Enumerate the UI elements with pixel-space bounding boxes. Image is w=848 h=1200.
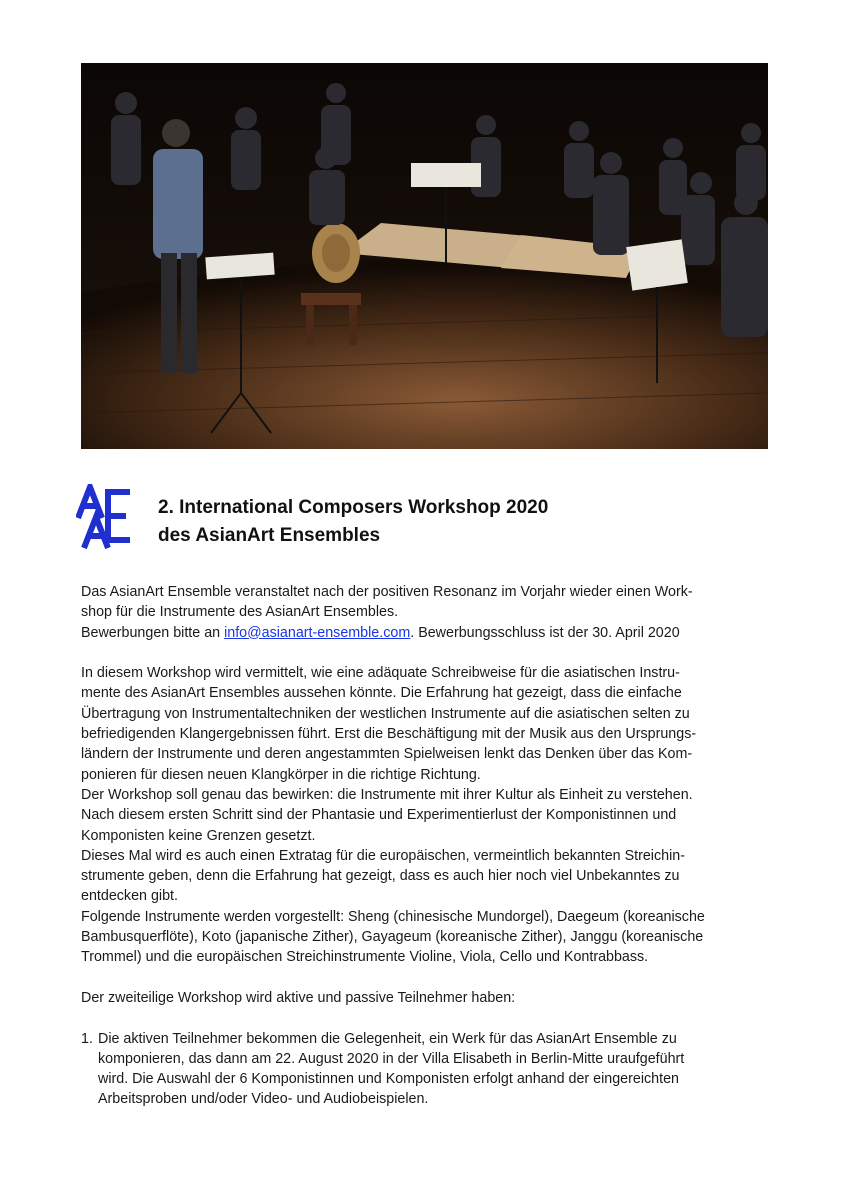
paragraph-line: Der Workshop soll genau das bewirken: die Instrumente mit ihrer Kultur als Einheit zu verstehen.	[81, 786, 693, 803]
paragraph-line: Nach diesem ersten Schritt sind der Phantasie und Experimentierlust der Komponistinnen und	[81, 807, 677, 824]
ensemble-photo-illustration	[81, 63, 768, 449]
application-line	[81, 623, 767, 643]
paragraph-line: In diesem Workshop wird vermittelt, wie eine adäquate Schreibweise für die asiatischen Instru-	[81, 665, 680, 682]
paragraph-line: Komponisten keine Grenzen gesetzt.	[81, 827, 316, 844]
title-line-2: des AsianArt Ensembles	[158, 525, 381, 546]
list-item-line: Arbeitsproben und/oder Video- und Audiobeispielen.	[98, 1091, 429, 1108]
asianart-ensemble-logo-icon	[76, 484, 136, 550]
paragraph-line: strumente geben, denn die Erfahrung hat gezeigt, dass es auch hier noch viel Unbekanntes zu	[81, 868, 680, 885]
list-item-line: komponieren, das dann am 22. August 2020 in der Villa Elisabeth in Berlin-Mitte uraufgeführt	[98, 1050, 685, 1067]
ensemble-photo	[81, 63, 768, 449]
participants-intro: Der zweiteilige Workshop wird aktive und passive Teilnehmer haben:	[81, 989, 516, 1006]
title-line-1: 2. International Composers Workshop 2020	[158, 497, 549, 518]
body-text	[81, 582, 767, 1110]
apply-deadline: . Bewerbungsschluss ist der 30. April 2020	[410, 624, 680, 641]
list-number: 1.	[81, 1030, 93, 1047]
paragraph-line: Bambusquerflöte), Koto (japanische Zither), Gayageum (koreanische Zither), Janggu (koreanische	[81, 929, 704, 946]
list-item	[81, 1029, 767, 1110]
paragraph-line: mente des AsianArt Ensembles aussehen könnte. Die Erfahrung hat gezeigt, dass die einfache	[81, 685, 682, 702]
paragraph-line: Trommel) und die europäischen Streichinstrumente Violine, Viola, Cello und Kontrabbass.	[81, 949, 649, 966]
paragraph-line: Dieses Mal wird es auch einen Extratag für die europäischen, vermeintlich bekannten Streichin-	[81, 847, 685, 864]
apply-prefix: Bewerbungen bitte an	[81, 624, 225, 641]
list-item-line: wird. Die Auswahl der 6 Komponistinnen und Komponisten erfolgt anhand der eingereichten	[98, 1071, 679, 1088]
paragraph-line: befriedigenden Klangergebnissen führt. Erst die Beschäftigung mit der Musik aus den Ursprungs-	[81, 726, 697, 743]
paragraph-line: Übertragung von Instrumentaltechniken der westlichen Instrumente auf die asiatischen selten zu	[81, 705, 690, 722]
list-item-line: Die aktiven Teilnehmer bekommen die Gelegenheit, ein Werk für das AsianArt Ensemble zu	[98, 1030, 677, 1047]
paragraph-line: Folgende Instrumente werden vorgestellt: Sheng (chinesische Mundorgel), Daegeum (koreanische	[81, 908, 705, 925]
intro-line: shop für die Instrumente des AsianArt Ensembles.	[81, 604, 399, 621]
email-link[interactable]: info@asianart-ensemble.com	[224, 624, 411, 641]
intro-line: Das AsianArt Ensemble veranstaltet nach der positiven Resonanz im Vorjahr wieder einen Work-	[81, 584, 693, 600]
paragraph-line: ponieren für diesen neuen Klangkörper in die richtige Richtung.	[81, 766, 481, 783]
page-title	[158, 494, 548, 550]
paragraph-line: entdecken gibt.	[81, 888, 178, 905]
paragraph-line: ländern der Instrumente und deren angestammten Spielweisen lenkt das Denken über das Kom-	[81, 746, 693, 763]
